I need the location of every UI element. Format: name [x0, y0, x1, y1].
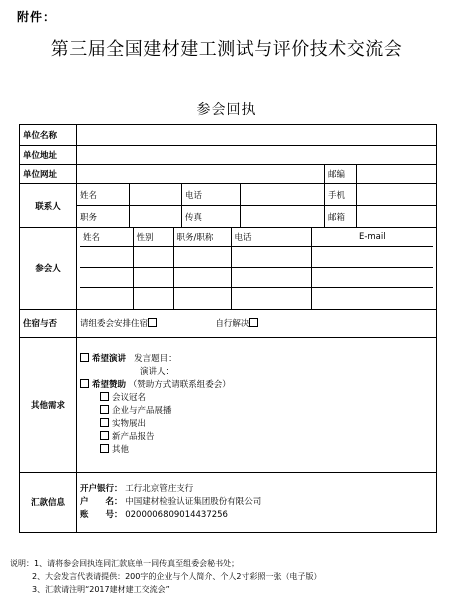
- payment-label: 汇款信息: [20, 472, 77, 532]
- sponsor-checkbox[interactable]: [80, 379, 89, 388]
- row-contact-2: [20, 206, 437, 228]
- row-payment: [20, 472, 437, 532]
- contact-fax-field[interactable]: [241, 206, 325, 228]
- contact-name-label: 姓名: [77, 184, 130, 206]
- attendee-name-field[interactable]: [80, 288, 133, 309]
- account-name-line: [80, 496, 433, 509]
- accommodation-options: [77, 309, 437, 337]
- other-needs-content: [77, 337, 437, 472]
- form-subtitle: 参会回执: [196, 102, 257, 118]
- account-number-label: 账 号：: [80, 509, 123, 520]
- row-other-needs: [20, 337, 437, 472]
- unit-address-field[interactable]: [77, 146, 437, 165]
- notes: [10, 557, 321, 596]
- contact-phone-label: 电话: [182, 184, 241, 206]
- attendee-header-title: 职务/职称: [173, 228, 231, 247]
- contact-label: 联系人: [20, 184, 77, 228]
- sponsor-note: （赞助方式请联系组委会）: [128, 379, 231, 390]
- unit-name-label: 单位名称: [20, 125, 77, 146]
- attendees-label: 参会人: [20, 228, 77, 310]
- contact-position-field[interactable]: [130, 206, 182, 228]
- attachment-label: 附件：: [17, 10, 57, 24]
- registration-form: [19, 124, 437, 533]
- row-unit-address: [20, 146, 437, 165]
- attendees-table: [80, 228, 433, 309]
- sponsor-option-label: 其他: [112, 444, 130, 455]
- attendee-title-field[interactable]: [173, 288, 231, 309]
- sponsor-option-label: 新产品报告: [112, 431, 155, 442]
- contact-phone-field[interactable]: [241, 184, 325, 206]
- attendee-email-field[interactable]: [311, 288, 433, 309]
- attendee-header-phone: 电话: [231, 228, 311, 247]
- sponsor-option-checkbox[interactable]: [100, 392, 109, 401]
- note-2: 2、大会发言代表请提供：200字的企业与个人简介、个人2寸彩照一张（电子版）: [32, 572, 322, 581]
- unit-website-label: 单位网址: [20, 165, 77, 184]
- sponsor-label: 希望赞助: [92, 379, 127, 390]
- contact-mobile-field[interactable]: [357, 184, 437, 206]
- sponsor-option-checkbox[interactable]: [100, 418, 109, 427]
- sponsor-option: [80, 405, 433, 418]
- attendees-table-cell: [77, 228, 437, 310]
- sponsor-option-checkbox[interactable]: [100, 431, 109, 440]
- bank-value: 工行北京管庄支行: [125, 483, 194, 494]
- speaker-line: [80, 366, 433, 379]
- attendee-email-field[interactable]: [311, 268, 433, 288]
- sponsor-option-checkbox[interactable]: [100, 405, 109, 414]
- accommodation-self-checkbox[interactable]: [249, 318, 258, 327]
- contact-name-field[interactable]: [130, 184, 182, 206]
- sponsor-option-checkbox[interactable]: [100, 444, 109, 453]
- account-name-label: 户 名：: [80, 496, 123, 507]
- contact-fax-label: 传真: [182, 206, 241, 228]
- accommodation-option-self: 自行解决: [215, 319, 250, 329]
- attendee-header-gender: 性别: [133, 228, 173, 247]
- attendee-name-field[interactable]: [80, 268, 133, 288]
- postcode-field[interactable]: [357, 165, 437, 184]
- unit-name-field[interactable]: [77, 125, 437, 146]
- sponsor-option: [80, 392, 433, 405]
- postcode-label: 邮编: [325, 165, 357, 184]
- attendee-row: [80, 268, 433, 288]
- note-1: 说明：1、请将参会回执连同汇款底单一同传真至组委会秘书处；: [10, 559, 240, 568]
- attendee-row: [80, 247, 433, 268]
- other-needs-label: 其他需求: [20, 337, 77, 472]
- sponsor-line: [80, 379, 433, 392]
- row-unit-website: [20, 165, 437, 184]
- speech-label: 希望演讲: [92, 353, 127, 364]
- contact-email-field[interactable]: [357, 206, 437, 228]
- speech-line: [80, 353, 433, 366]
- attendee-gender-field[interactable]: [133, 268, 173, 288]
- sponsor-option: [80, 444, 433, 457]
- attendee-row: [80, 288, 433, 309]
- speaker-label: 演讲人：: [140, 366, 175, 377]
- attendee-header-email: E-mail: [311, 228, 433, 247]
- topic-label: 发言题目：: [134, 353, 177, 364]
- row-unit-name: [20, 125, 437, 146]
- attendees-header-row: [80, 228, 433, 247]
- unit-address-label: 单位地址: [20, 146, 77, 165]
- accommodation-label: 住宿与否: [20, 309, 77, 337]
- attendee-phone-field[interactable]: [231, 247, 311, 268]
- attendee-title-field[interactable]: [173, 247, 231, 268]
- attendee-email-field[interactable]: [311, 247, 433, 268]
- unit-website-field[interactable]: [77, 165, 325, 184]
- contact-mobile-label: 手机: [325, 184, 357, 206]
- attendee-phone-field[interactable]: [231, 288, 311, 309]
- sponsor-option-label: 会议冠名: [112, 392, 147, 403]
- account-name-value: 中国建材检验认证集团股份有限公司: [125, 496, 262, 507]
- attendee-name-field[interactable]: [80, 247, 133, 268]
- payment-content: [77, 472, 437, 532]
- sponsor-option-label: 企业与产品展播: [112, 405, 172, 416]
- bank-line: [80, 483, 433, 496]
- note-3: 3、汇款请注明“2017建材建工交流会”: [32, 585, 170, 594]
- attendee-header-name: 姓名: [80, 228, 133, 247]
- account-number-line: [80, 509, 433, 522]
- attendee-title-field[interactable]: [173, 268, 231, 288]
- attendee-gender-field[interactable]: [133, 247, 173, 268]
- speech-checkbox[interactable]: [80, 353, 89, 362]
- attendee-gender-field[interactable]: [133, 288, 173, 309]
- row-attendees: [20, 228, 437, 310]
- sponsor-option: [80, 418, 433, 431]
- document-title: 第三届全国建材建工测试与评价技术交流会: [50, 39, 403, 60]
- row-contact-1: [20, 184, 437, 206]
- sponsor-option: [80, 431, 433, 444]
- accommodation-option-arrange: 请组委会安排住宿: [80, 319, 149, 329]
- row-accommodation: [20, 309, 437, 337]
- account-number-value: 0200006809014437256: [125, 509, 228, 520]
- attendee-phone-field[interactable]: [231, 268, 311, 288]
- sponsor-option-label: 实物展出: [112, 418, 147, 429]
- contact-position-label: 职务: [77, 206, 130, 228]
- contact-email-label: 邮箱: [325, 206, 357, 228]
- accommodation-arrange-checkbox[interactable]: [148, 318, 157, 327]
- bank-label: 开户银行：: [80, 483, 123, 494]
